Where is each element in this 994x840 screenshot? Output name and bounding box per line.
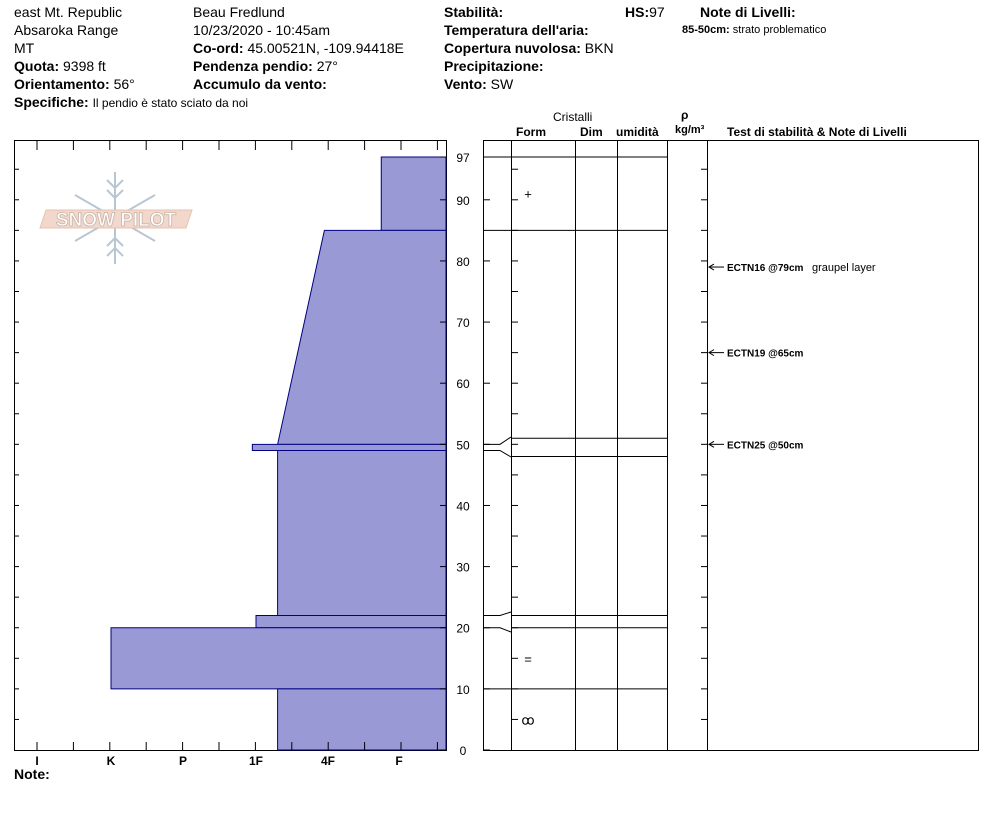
hardness-scale-label: K	[106, 754, 116, 768]
hardness-profile	[111, 157, 446, 750]
tests-header: Test di stabilità & Note di Livelli	[727, 125, 907, 139]
hs-label: HS:	[625, 4, 650, 20]
y-tick-label: 80	[456, 254, 470, 269]
hardness-layer-4	[256, 616, 446, 628]
density-unit: kg/m³	[675, 124, 705, 136]
observation-datetime: 10/23/2020 - 10:45am	[193, 22, 330, 38]
grain-form-symbol: +	[524, 186, 532, 202]
y-tick-label: 20	[456, 621, 470, 636]
layer-note-text: strato problematico	[732, 24, 827, 36]
layer-connector	[484, 450, 511, 457]
y-tick-label: 90	[456, 193, 470, 208]
hardness-layer-0	[381, 157, 446, 230]
precip-label: Precipitazione:	[444, 58, 544, 74]
coord-value: 45.00521N, -109.94418E	[247, 40, 404, 56]
slope-value: 27°	[316, 58, 338, 74]
density-symbol: ρ	[681, 108, 689, 122]
hardness-layer-1	[278, 230, 446, 444]
layer-note-range: 85-50cm:	[682, 24, 730, 36]
state-name: MT	[14, 40, 35, 56]
wind-loading-label: Accumulo da vento:	[193, 76, 327, 92]
stability-test-note: graupel layer	[812, 262, 876, 275]
hardness-scale-label: 1F	[248, 754, 264, 768]
stability-test-label: ECTN19 @65cm	[727, 348, 804, 360]
coord-label: Co-ord:	[193, 40, 244, 56]
specifics-label: Specifiche:	[14, 94, 89, 110]
wind-value: SW	[490, 76, 514, 92]
hs-value: 97	[649, 4, 665, 20]
air-temp-label: Temperatura dell'aria:	[444, 22, 589, 38]
aspect-label: Orientamento:	[14, 76, 110, 92]
hardness-scale-label: I	[35, 754, 39, 768]
hardness-layer-2	[252, 444, 446, 450]
form-header: Form	[516, 125, 546, 139]
aspect-value: 56°	[113, 76, 135, 92]
y-tick-label: 97	[456, 151, 470, 165]
y-tick-label: 60	[456, 377, 470, 392]
crystals-header: Cristalli	[553, 110, 593, 124]
hardness-scale-label: 4F	[320, 754, 336, 768]
cloud-label: Copertura nuvolosa:	[444, 40, 581, 56]
stability-test-label: ECTN16 @79cm	[727, 263, 804, 275]
y-tick-label: 40	[456, 499, 470, 514]
y-tick-label: 10	[456, 682, 470, 697]
layer-connector	[484, 437, 511, 444]
dim-header: Dim	[580, 125, 603, 139]
range-name: Absaroka Range	[14, 22, 119, 38]
layer-notes-label: Note di Livelli:	[700, 4, 796, 20]
stability-label: Stabilità:	[444, 4, 504, 20]
elevation-label: Quota:	[14, 58, 60, 74]
hardness-layer-6	[278, 689, 446, 750]
hardness-scale-label: F	[395, 754, 403, 768]
snow-pilot-logo-text: SNOW PILOT	[55, 210, 177, 231]
stability-tests	[709, 262, 876, 451]
y-tick-label: 50	[456, 438, 470, 453]
cloud-value: BKN	[584, 40, 614, 56]
location-name: east Mt. Republic	[14, 4, 123, 20]
specifics-value: Il pendio è stato sciato da noi	[92, 96, 249, 110]
hardness-scale-label: P	[178, 754, 188, 768]
wind-label: Vento:	[444, 76, 487, 92]
layer-connector	[484, 612, 511, 616]
y-tick-label: 0	[459, 744, 467, 758]
observer-name: Beau Fredlund	[193, 4, 285, 20]
grain-form-symbol: ꝏ	[521, 712, 535, 728]
y-tick-label: 30	[456, 560, 470, 575]
layer-connector	[484, 628, 511, 632]
slope-label: Pendenza pendio:	[193, 58, 313, 74]
hardness-layer-3	[278, 450, 446, 615]
moisture-header: umidità	[616, 125, 659, 139]
grain-form-symbol: =	[524, 651, 532, 667]
notes-label: Note:	[14, 766, 50, 782]
stability-test-label: ECTN25 @50cm	[727, 440, 804, 452]
elevation-value: 9398 ft	[63, 58, 106, 74]
hardness-layer-5	[111, 628, 446, 689]
y-tick-label: 70	[456, 316, 470, 331]
